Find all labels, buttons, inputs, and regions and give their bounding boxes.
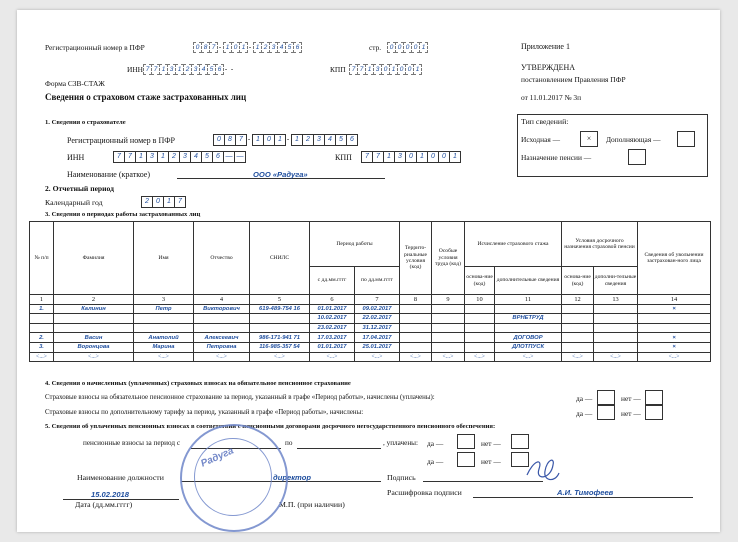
section4-line2: Страховые взносы по дополнительному тарифу за период, указанный в графе «Период работы», начислены: — [45, 409, 364, 416]
digit-cell: 1 — [239, 42, 248, 53]
digit-cell: 0 — [152, 196, 164, 208]
digit-cell: 1 — [252, 134, 264, 146]
digit-cell: 2 — [168, 151, 180, 163]
cell-basis[interactable] — [465, 342, 495, 352]
cell-extra[interactable] — [495, 323, 562, 333]
digit-cell: 0 — [405, 64, 414, 75]
section5-no-checkbox[interactable] — [511, 434, 529, 449]
signature-label: Подпись — [387, 473, 416, 482]
col-header-extra: дополнительные сведения — [495, 267, 562, 295]
digit-cell: 0 — [263, 134, 275, 146]
column-number: 7 — [355, 295, 400, 305]
cell-name[interactable]: Марина — [134, 342, 194, 352]
section5-title: 5. Сведения об уплаченных пенсионных взносах в соответствии с пенсионными договорами досрочного негосударственного пенсионного обеспечения: — [45, 423, 496, 430]
cell-n[interactable] — [30, 314, 54, 324]
section5-period-to-field[interactable] — [297, 448, 381, 449]
cell-to[interactable]: <...> — [355, 352, 400, 362]
digit-cell: 6 — [346, 134, 358, 146]
cell-special[interactable] — [432, 323, 465, 333]
cell-early-basis[interactable] — [562, 323, 594, 333]
cell-n[interactable]: <...> — [30, 352, 54, 362]
digit-cell: 8 — [201, 42, 210, 53]
cell-to[interactable]: 17.04.2017 — [355, 333, 400, 343]
digit-cell: 2 — [141, 196, 153, 208]
info-type-supplementary-checkbox[interactable] — [677, 131, 695, 147]
cell-dismissal[interactable] — [638, 323, 711, 333]
digit-cell: 3 — [191, 64, 200, 75]
digit-cell: 3 — [373, 64, 382, 75]
cell-surname[interactable]: Воронцова — [54, 342, 134, 352]
digit-cell: 7 — [113, 151, 125, 163]
cell-special[interactable] — [432, 304, 465, 314]
document-title: Сведения о страховом стаже застрахованных лиц — [45, 92, 247, 102]
header-kpp-cells — [349, 64, 421, 75]
cell-early-extra[interactable] — [594, 314, 638, 324]
col-header-number: № п/п — [30, 222, 54, 295]
column-number: 12 — [562, 295, 594, 305]
cell-snils[interactable] — [250, 314, 310, 324]
section1-kpp-label: КПП — [335, 153, 352, 162]
cell-name[interactable]: Петр — [134, 304, 194, 314]
digit-cell: 1 — [253, 42, 262, 53]
digit-cell: 0 — [405, 151, 417, 163]
digit-cell: 0 — [403, 42, 412, 53]
digit-cell: 7 — [143, 64, 152, 75]
digit-cell: 6 — [215, 64, 224, 75]
cell-to[interactable]: 09.02.2017 — [355, 304, 400, 314]
digit-cell: 3 — [167, 64, 176, 75]
digit-cell: 7 — [372, 151, 384, 163]
cell-from[interactable]: 10.02.2017 — [310, 314, 355, 324]
info-type-pension-checkbox[interactable] — [628, 149, 646, 165]
digit-cell: 3 — [179, 151, 191, 163]
column-number: 5 — [250, 295, 310, 305]
section1-reg-cells — [213, 134, 357, 146]
table-row — [30, 314, 711, 324]
cell-special[interactable] — [432, 333, 465, 343]
cell-n[interactable] — [30, 323, 54, 333]
digit-cell: 1 — [419, 42, 428, 53]
cell-dismissal[interactable]: × — [638, 304, 711, 314]
approved-date: от 11.01.2017 № 3п — [521, 93, 582, 102]
cell-early-extra[interactable] — [594, 323, 638, 333]
cell-basis[interactable] — [465, 314, 495, 324]
cell-basis[interactable] — [465, 323, 495, 333]
section1-kpp-cells — [361, 151, 460, 163]
cell-surname[interactable] — [54, 323, 134, 333]
cell-n[interactable]: 2. — [30, 333, 54, 343]
digit-cell: 7 — [209, 42, 218, 53]
digit-cell: 4 — [324, 134, 336, 146]
cell-early-extra[interactable]: <...> — [594, 352, 638, 362]
digit-cell: 7 — [151, 64, 160, 75]
cell-snils[interactable] — [250, 323, 310, 333]
cell-snils[interactable]: 116-985-357 54 — [250, 342, 310, 352]
col-header-snils: СНИЛС — [250, 222, 310, 295]
cell-surname[interactable] — [54, 314, 134, 324]
cell-special[interactable]: <...> — [432, 352, 465, 362]
section5-no-label: нет — — [481, 439, 501, 448]
date-value: 15.02.2018 — [91, 490, 130, 499]
digit-cell: 1 — [383, 151, 395, 163]
section1-inn-label: ИНН — [67, 153, 85, 162]
cell-territorial[interactable] — [400, 323, 432, 333]
cell-from[interactable]: 23.02.2017 — [310, 323, 355, 333]
cell-from[interactable]: 01.01.2017 — [310, 304, 355, 314]
cell-n[interactable]: 1. — [30, 304, 54, 314]
section4-line2-yes-label: да — — [576, 409, 593, 418]
cell-separator: - — [230, 65, 234, 73]
cell-early-basis[interactable]: <...> — [562, 352, 594, 362]
digit-cell: 4 — [190, 151, 202, 163]
table-row — [30, 304, 711, 314]
digit-cell: 6 — [293, 42, 302, 53]
cell-extra[interactable]: <...> — [495, 352, 562, 362]
digit-cell: 1 — [413, 64, 422, 75]
cell-patronymic[interactable]: Алексеевич — [194, 333, 250, 343]
cell-snils[interactable]: 986-171-941 71 — [250, 333, 310, 343]
cell-early-extra[interactable] — [594, 333, 638, 343]
digit-cell: 2 — [261, 42, 270, 53]
company-stamp — [180, 424, 288, 532]
digit-cell: 2 — [183, 64, 192, 75]
cell-territorial[interactable] — [400, 342, 432, 352]
cell-patronymic[interactable]: <...> — [194, 352, 250, 362]
column-number: 3 — [134, 295, 194, 305]
decode-underline — [473, 497, 693, 498]
header-page-label: стр. — [369, 43, 382, 52]
section1-name-value: ООО «Радуга» — [253, 170, 308, 179]
cell-patronymic[interactable] — [194, 314, 250, 324]
digit-cell: — — [223, 151, 235, 163]
digit-cell: 6 — [212, 151, 224, 163]
digit-cell: 5 — [285, 42, 294, 53]
header-reg-label: Регистрационный номер в ПФР — [45, 43, 145, 52]
section5-yes2-label: да — — [427, 457, 444, 466]
cell-dismissal[interactable]: × — [638, 342, 711, 352]
cell-basis[interactable] — [465, 304, 495, 314]
section5-yes-label: да — — [427, 439, 444, 448]
section4-line1-no-label: нет — — [621, 394, 641, 403]
form-name: Форма СЗВ-СТАЖ — [45, 79, 105, 88]
info-type-supplementary-label: Дополняющая — — [606, 135, 661, 144]
handwritten-signature — [521, 451, 561, 487]
digit-cell: 5 — [201, 151, 213, 163]
digit-cell: 0 — [387, 42, 396, 53]
col-header-to: по дд.мм.гггг — [355, 267, 400, 295]
column-number: 11 — [495, 295, 562, 305]
column-number: 4 — [194, 295, 250, 305]
col-header-dismissal: Сведения об увольнении застрахован-ного лица — [638, 222, 711, 295]
info-type-title: Тип сведений: — [521, 117, 569, 126]
cell-separator: - — [218, 43, 222, 51]
section4-line1-yes-label: да — — [576, 394, 593, 403]
col-header-surname: Фамилия — [54, 222, 134, 295]
section4-line1-yes-checkbox[interactable] — [597, 390, 615, 405]
section5-yes-checkbox[interactable] — [457, 434, 475, 449]
column-number: 2 — [54, 295, 134, 305]
digit-cell: 2 — [302, 134, 314, 146]
col-header-territorial: Террито-риальные условия (код) — [400, 222, 432, 295]
digit-cell: 7 — [361, 151, 373, 163]
cell-separator: - — [224, 65, 228, 73]
cell-snils[interactable]: <...> — [250, 352, 310, 362]
cell-patronymic[interactable] — [194, 323, 250, 333]
cell-snils[interactable]: 619-489-754 16 — [250, 304, 310, 314]
cell-early-basis[interactable] — [562, 314, 594, 324]
approved-by: постановлением Правления ПФР — [521, 75, 626, 84]
header-kpp-label: КПП — [330, 65, 346, 74]
column-number: 1 — [30, 295, 54, 305]
section4-line1: Страховые взносы на обязательное пенсионное страхование за период, указанный в графе «Период работы», начислены (уплачены): — [45, 394, 435, 401]
column-number: 14 — [638, 295, 711, 305]
decode-value: А.И. Тимофеев — [557, 488, 614, 497]
col-header-name: Имя — [134, 222, 194, 295]
cell-basis[interactable] — [465, 333, 495, 343]
cell-early-extra[interactable] — [594, 342, 638, 352]
digit-cell: 0 — [193, 42, 202, 53]
cell-separator: - — [247, 135, 251, 143]
section5-period-from-label: пенсионные взносы за период с — [83, 439, 181, 447]
cell-dismissal[interactable]: × — [638, 333, 711, 343]
digit-cell: 1 — [365, 64, 374, 75]
col-header-early-basis: основа-ние (код) — [562, 267, 594, 295]
col-header-early-extra: дополни-тельные сведения — [594, 267, 638, 295]
digit-cell: 0 — [427, 151, 439, 163]
section5-period-to-label: по — [285, 439, 293, 447]
col-header-from: с дд.мм.гггг — [310, 267, 355, 295]
digit-cell: 7 — [124, 151, 136, 163]
form-sheet — [17, 10, 720, 532]
digit-cell: 4 — [199, 64, 208, 75]
cell-from[interactable]: <...> — [310, 352, 355, 362]
cell-patronymic[interactable]: Петровна — [194, 342, 250, 352]
work-periods-table — [29, 221, 711, 362]
section1-reg-label: Регистрационный номер в ПФР — [67, 136, 175, 145]
cell-from[interactable]: 01.01.2017 — [310, 342, 355, 352]
column-number: 8 — [400, 295, 432, 305]
digit-cell: 0 — [438, 151, 450, 163]
section4-line2-no-checkbox[interactable] — [645, 405, 663, 420]
cell-dismissal[interactable] — [638, 314, 711, 324]
date-label: Дата (дд.мм.гггг) — [75, 500, 133, 509]
section2-year-label: Календарный год — [45, 198, 103, 207]
digit-cell: 7 — [174, 196, 186, 208]
digit-cell: 1 — [416, 151, 428, 163]
section5-paid-label: , уплачены: — [383, 439, 418, 447]
column-number: 9 — [432, 295, 465, 305]
column-number: 13 — [594, 295, 638, 305]
digit-cell: 1 — [163, 196, 175, 208]
section4-title: 4. Сведения о начисленных (уплаченных) страховых взносах на обязательное пенсионное страхование — [45, 380, 351, 387]
cell-territorial[interactable]: <...> — [400, 352, 432, 362]
section4-line2-no-label: нет — — [621, 409, 641, 418]
position-label: Наименование должности — [77, 473, 164, 482]
cell-extra[interactable]: ВРНЕТРУД — [495, 314, 562, 324]
col-header-early: Условия досрочного назначения страховой пенсии — [562, 222, 638, 267]
col-header-period: Период работы — [310, 222, 400, 267]
digit-cell: 1 — [157, 151, 169, 163]
appendix-label: Приложение 1 — [521, 42, 570, 51]
stamp-text: Радуга — [199, 445, 236, 470]
digit-cell: 0 — [411, 42, 420, 53]
digit-cell: 1 — [175, 64, 184, 75]
digit-cell: — — [234, 151, 246, 163]
cell-to[interactable]: 25.01.2017 — [355, 342, 400, 352]
header-inn-cells — [143, 64, 235, 75]
header-reg-cells — [193, 42, 301, 53]
cell-separator: - — [248, 43, 252, 51]
cell-special[interactable] — [432, 342, 465, 352]
column-number-row — [30, 295, 711, 305]
digit-cell: 1 — [291, 134, 303, 146]
cell-name[interactable] — [134, 314, 194, 324]
col-header-calc: Исчисление страхового стажа — [465, 222, 562, 267]
table-row — [30, 352, 711, 362]
digit-cell: 1 — [274, 134, 286, 146]
cell-name[interactable] — [134, 323, 194, 333]
cell-basis[interactable]: <...> — [465, 352, 495, 362]
section5-yes2-checkbox[interactable] — [457, 452, 475, 467]
digit-cell: 0 — [381, 64, 390, 75]
section3-title: 3. Сведения о периодах работы застрахованных лиц — [45, 211, 201, 218]
cell-separator: - — [286, 135, 290, 143]
cell-to[interactable]: 22.02.2017 — [355, 314, 400, 324]
column-number: 10 — [465, 295, 495, 305]
digit-cell: 0 — [397, 64, 406, 75]
digit-cell: 3 — [313, 134, 325, 146]
cell-extra[interactable]: ДЛОТПУСК — [495, 342, 562, 352]
digit-cell: 4 — [277, 42, 286, 53]
position-value: директор — [273, 473, 311, 482]
approved-label: УТВЕРЖДЕНА — [521, 63, 576, 72]
header-inn-label: ИНН — [127, 65, 144, 74]
digit-cell: 7 — [235, 134, 247, 146]
digit-cell: 1 — [135, 151, 147, 163]
digit-cell: 3 — [394, 151, 406, 163]
digit-cell: 1 — [159, 64, 168, 75]
col-header-special: Особые условия труда (код) — [432, 222, 465, 295]
digit-cell: 5 — [335, 134, 347, 146]
column-number: 6 — [310, 295, 355, 305]
table-row — [30, 342, 711, 352]
section1-inn-cells — [113, 151, 245, 163]
digit-cell: 3 — [146, 151, 158, 163]
cell-extra[interactable]: ДОГОВОР — [495, 333, 562, 343]
cell-early-basis[interactable] — [562, 333, 594, 343]
cell-patronymic[interactable]: Викторович — [194, 304, 250, 314]
section2-year-cells — [141, 196, 185, 208]
digit-cell: 0 — [231, 42, 240, 53]
col-header-basis: основа-ние (код) — [465, 267, 495, 295]
stamp-label: М.П. (при наличии) — [279, 500, 345, 509]
cell-early-basis[interactable] — [562, 342, 594, 352]
digit-cell: 8 — [224, 134, 236, 146]
section2-title: 2. Отчетный период — [45, 184, 114, 193]
digit-cell: 1 — [389, 64, 398, 75]
cell-early-extra[interactable] — [594, 304, 638, 314]
digit-cell: 1 — [223, 42, 232, 53]
digit-cell: 3 — [269, 42, 278, 53]
digit-cell: 7 — [349, 64, 358, 75]
cell-territorial[interactable] — [400, 333, 432, 343]
header-page-cells — [387, 42, 427, 53]
cell-surname[interactable]: Васин — [54, 333, 134, 343]
digit-cell: 0 — [395, 42, 404, 53]
cell-name[interactable]: Анатолий — [134, 333, 194, 343]
digit-cell: 0 — [213, 134, 225, 146]
info-type-pension-label: Назначение пенсии — — [521, 153, 592, 162]
table-row — [30, 333, 711, 343]
digit-cell: 7 — [357, 64, 366, 75]
decode-label: Расшифровка подписи — [387, 488, 462, 497]
cell-early-basis[interactable] — [562, 304, 594, 314]
col-header-patronymic: Отчество — [194, 222, 250, 295]
cell-special[interactable] — [432, 314, 465, 324]
section4-line2-yes-checkbox[interactable] — [597, 405, 615, 420]
table-row — [30, 323, 711, 333]
digit-cell: 5 — [207, 64, 216, 75]
cell-dismissal[interactable]: <...> — [638, 352, 711, 362]
cell-surname[interactable]: Калинин — [54, 304, 134, 314]
digit-cell: 1 — [449, 151, 461, 163]
section1-title: 1. Сведения о страхователе — [45, 119, 126, 126]
section4-line1-no-checkbox[interactable] — [645, 390, 663, 405]
cell-name[interactable]: <...> — [134, 352, 194, 362]
cell-surname[interactable]: <...> — [54, 352, 134, 362]
cell-from[interactable]: 17.03.2017 — [310, 333, 355, 343]
section1-name-label: Наименование (краткое) — [67, 170, 151, 179]
cell-extra[interactable] — [495, 304, 562, 314]
section5-no2-label: нет — — [481, 457, 501, 466]
info-type-initial-label: Исходная — — [521, 135, 561, 144]
cell-n[interactable]: 3. — [30, 342, 54, 352]
info-type-initial-checkbox[interactable]: × — [580, 131, 598, 147]
cell-territorial[interactable] — [400, 314, 432, 324]
cell-territorial[interactable] — [400, 304, 432, 314]
cell-to[interactable]: 31.12.2017 — [355, 323, 400, 333]
